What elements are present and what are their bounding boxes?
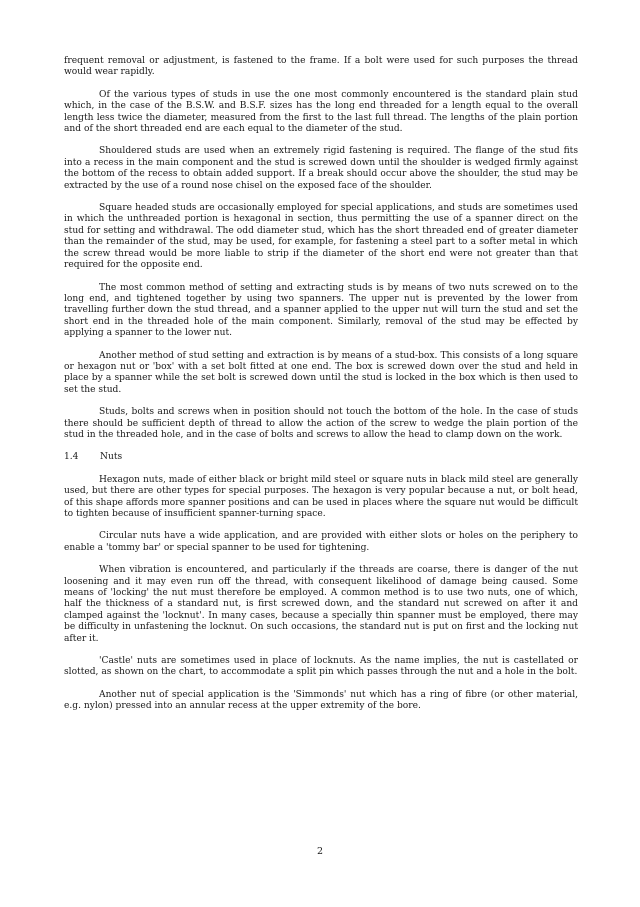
paragraph-setting-extracting-studs: The most common method of setting and extracting studs is by means of two nuts screwed on to the long end, and tightened together by using two spanners. The upper nut is prevented by the lower from travelling further down the stud thread, and a spanner applied to the upper nut will turn the stud and set the short end in the threaded hole of the main component. Similarly, removal of the stud may be effected by applying a spanner to the lower nut. (64, 282, 578, 339)
page-number: 2 (316, 846, 324, 857)
paragraph-plain-stud: Of the various types of studs in use the one most commonly encountered is the standard plain stud which, in the case of the B.S.W. and B.S.F. sizes has the long end threaded for a length equal to the overall length less twice the diameter, measured from the first to the last full thread. The lengths of the plain portion and of the short threaded end are each equal to the diameter of the stud. (64, 89, 578, 135)
section-title: Nuts (100, 452, 123, 463)
paragraph-shouldered-studs: Shouldered studs are used when an extremely rigid fastening is required. The flange of the stud fits into a recess in the main component and the stud is screwed down until the shoulder is wedged firmly against the bottom of the recess to obtain added support. If a break should occur above the shoulder, the stud may be extracted by the use of a round nose chisel on the exposed face of the shoulder. (64, 146, 578, 191)
paragraph-hexagon-nuts: Hexagon nuts, made of either black or bright mild steel or square nuts in black mild steel are generally used, but there are other types for special purposes. The hexagon is very popular because a nut, or bolt head, of this shape affords more spanner positions and can be used in places where the square nut would be difficult to tighten because of insufficient spanner-turning space. (64, 474, 578, 519)
section-heading (64, 452, 578, 463)
paragraph-stud-box: Another method of stud setting and extraction is by means of a stud-box. This consists of a long square or hexagon nut or 'box' with a set bolt fitted at one end. The box is screwed down over the stud and held in place by a spanner while the set bolt is screwed down until the stud is locked in the box which is then used to set the stud. (64, 350, 578, 395)
document-page (64, 56, 578, 713)
paragraph-castle-nuts: 'Castle' nuts are sometimes used in place of locknuts. As the name implies, the nut is castellated or slotted, as shown on the chart, to accommodate a split pin which passes through the nut and a hole in the bolt. (64, 656, 578, 678)
section-number: 1.4 (64, 452, 79, 463)
paragraph-square-headed-studs: Square headed studs are occasionally employed for special applications, and studs are sometimes used in which the unthreaded portion is hexagonal in section, thus permitting the use of a spanner direct on the stud for setting and withdrawal. The odd diameter stud, which has the short threaded end of greater diameter than the remainder of the stud, may be used, for example, for fastening a steel part to a softer metal in which the screw thread would be more liable to strip if the diameter of the short end were not greater than that required for the opposite end. (64, 203, 578, 271)
paragraph-hole-depth: Studs, bolts and screws when in position should not touch the bottom of the hole. In the case of studs there should be sufficient depth of thread to allow the action of the screw to wedge the plain portion of the stud in the threaded hole, and in the case of bolts and screws to allow the head to clamp down on the work. (64, 407, 578, 440)
paragraph-frame-fastening: frequent removal or adjustment, is fastened to the frame. If a bolt were used for such purposes the thread would wear rapidly. (64, 56, 578, 78)
paragraph-simmonds-nut: Another nut of special application is the 'Simmonds' nut which has a ring of fibre (or other material, e.g. nylon) pressed into an annular recess at the upper extremity of the bore. (64, 689, 578, 712)
paragraph-locknuts: When vibration is encountered, and particularly if the threads are coarse, there is danger of the nut loosening and it may even run off the thread, with consequent likelihood of damage being caused. Some means of 'locking' the nut must therefore be employed. A common method is to use two nuts, one of which, half the thickness of a standard nut, is first screwed down, and the standard nut screwed on after it and clamped against the 'locknut'. In many cases, because a specially thin spanner must be employed, there may be difficulty in unfastening the locknut. On such occasions, the standard nut is put on first and the locking nut after it. (64, 565, 578, 644)
paragraph-circular-nuts: Circular nuts have a wide application, and are provided with either slots or holes on the periphery to enable a 'tommy bar' or special spanner to be used for tightening. (64, 531, 578, 553)
